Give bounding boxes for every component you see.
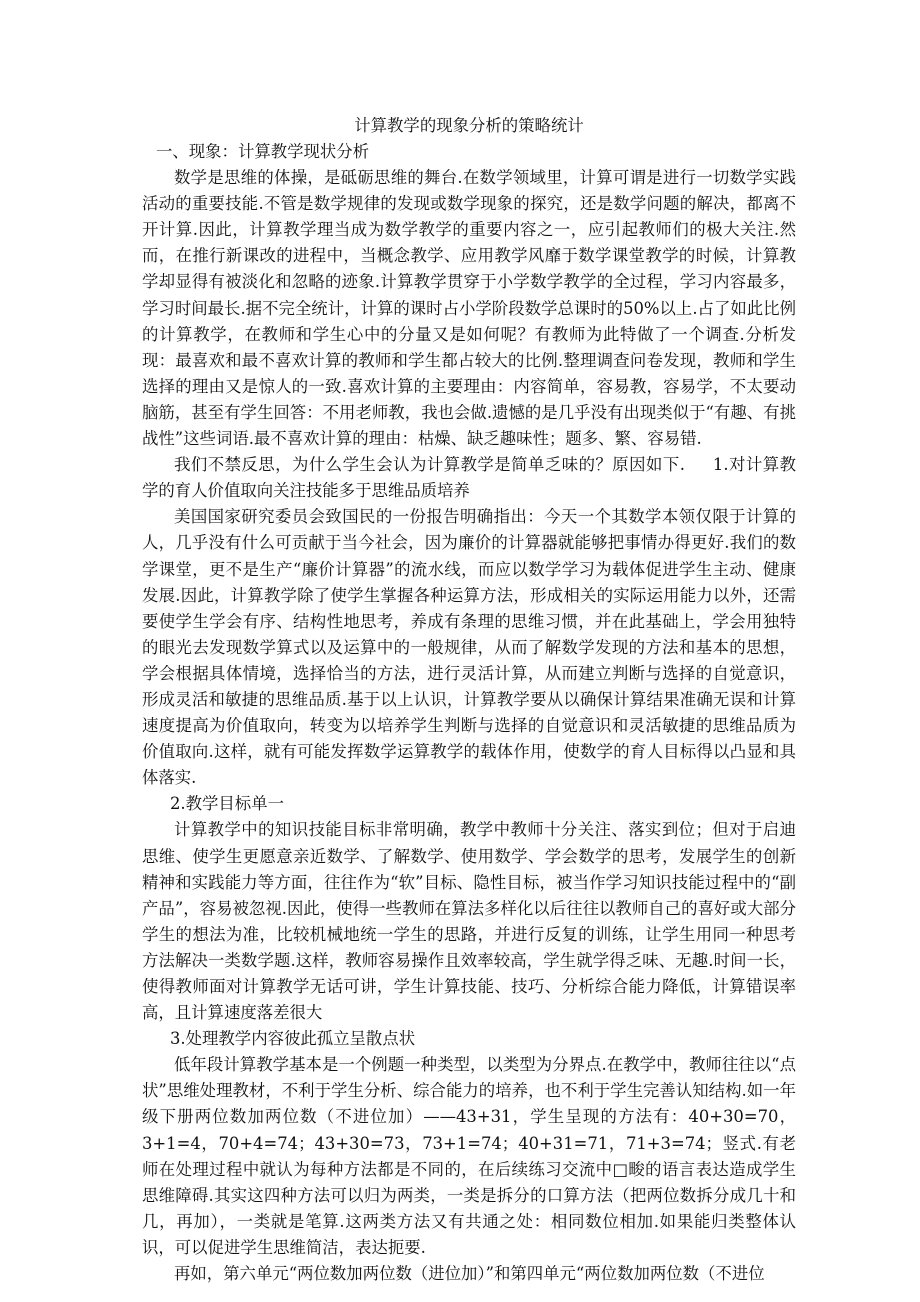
document-title: 计算教学的现象分析的策略统计 xyxy=(354,116,584,135)
point-heading-2: 2.教学目标单一 xyxy=(170,794,284,814)
paragraph-unit-example: 再如，第六单元“两位数加两位数（进位加）”和第四单元“两位数加两位数（不进位 xyxy=(174,1264,765,1284)
paragraph-isolated-content: 低年段计算教学基本是一个例题一种类型，以类型为分界点.在教学中，教师往往以“点状”思维处理教材，不利于学生分析、综合能力的培养，也不利于学生完善认知结构.如一年级下册两位数加两位数（不进位加）——43+31，学生呈现的方法有：40+30=70，3+1=4，70+4=74；43+30=73，73+1=74；40+31=71，71+3=74；竖式.有老师在处理过程中就认为每种方法都是不同的，在后续练习交流中□畯的语言表达造成学生思维障碍.其实这四种方法可以归为两类，一类是拆分的口算方法（把两位数拆分成几十和几，再加），一类就是笔算.这两类方法又有共通之处：相同数位相加.如果能归类整体认识，可以促进学生思维简洁，表达扼要. xyxy=(142,1055,796,1257)
paragraph-reflection xyxy=(142,452,796,504)
paragraph-report: 美国国家研究委员会致国民的一份报告明确指出：今天一个其数学本领仅限于计算的人，几乎没有什么可贡献于当今社会，因为廉价的计算器就能够把事情办得更好.我们的数学课堂，更不是生产“廉价计算器”的流水线，而应以数学学习为载体促进学生主动、健康发展.因此，计算教学除了使学生掌握各种运算方法，形成相关的实际运用能力以外，还需要使学生学会有序、结构性地思考，养成有条理的思维习惯，并在此基础上，学会用独特的眼光去发现数学算式以及运算中的一般规律，从而了解数学发现的方法和基本的思想，学会根据具体情境，选择恰当的方法，进行灵活计算，从而建立判断与选择的自觉意识，形成灵活和敏捷的思维品质.基于以上认识，计算教学要从以确保计算结果准确无误和计算速度提高为价值取向，转变为以培养学生判断与选择的自觉意识和灵活敏捷的思维品质为价值取向.这样，就有可能发挥数学运算教学的载体作用，使数学的育人目标得以凸显和具体落实. xyxy=(142,507,796,788)
document-page xyxy=(142,113,796,1287)
paragraph-intro: 数学是思维的体操，是砥砺思维的舞台.在数学领域里，计算可谓是进行一切数学实践活动的重要技能.不管是数学规律的发现或数学现象的探究，还是数学问题的解决，都离不开计算.因此，计算教学理当成为数学教学的重要内容之一，应引起教师们的极大关注.然而，在推行新课改的进程中，当概念教学、应用教学风靡于数学课堂教学的时候，计算教学却显得有被淡化和忽略的迹象.计算教学贯穿于小学数学教学的全过程，学习内容最多，学习时间最长.据不完全统计，计算的课时占小学阶段数学总课时的50%以上.占了如此比例的计算教学，在教师和学生心中的分量又是如何呢？有教师为此特做了一个调查.分析发现：最喜欢和最不喜欢计算的教师和学生都占较大的比例.整理调查问卷发现，教师和学生选择的理由又是惊人的一致.喜欢计算的主要理由：内容简单，容易教，容易学，不太要动脑筋，甚至有学生回答：不用老师教，我也会做.遗憾的是几乎没有出现类似于“有趣、有挑战性”这些词语.最不喜欢计算的理由：枯燥、缺乏趣味性；题多、繁、容易错. xyxy=(142,168,796,449)
point-heading-3: 3.处理教学内容彼此孤立呈散点状 xyxy=(170,1029,416,1049)
point-heading-1: 1.对计算教学的育人价值取向关注技能多于思维品质培养 xyxy=(142,455,796,501)
paragraph-single-goal: 计算教学中的知识技能目标非常明确，教学中教师十分关注、落实到位；但对于启迪思维、使学生更愿意亲近数学、了解数学、使用数学、学会数学的思考，发展学生的创新精神和实践能力等方面，往往作为“软”目标、隐性目标，被当作学习知识技能过程中的“副产品”，容易被忽视.因此，使得一些教师在算法多样化以后往往以教师自己的喜好或大部分学生的想法为准，比较机械地统一学生的思路，并进行反复的训练，让学生用同一种思考方法解决一类数学题.这样，教师容易操作且效率较高，学生就学得乏味、无趣.时间一长，使得教师面对计算教学无话可讲，学生计算技能、技巧、分析综合能力降低，计算错误率高，且计算速度落差很大 xyxy=(142,820,796,1023)
section-heading-phenomenon: 一、现象：计算教学现状分析 xyxy=(156,142,370,161)
reflection-text: 我们不禁反思，为什么学生会认为计算教学是简单乏味的？原因如下. xyxy=(174,455,685,475)
